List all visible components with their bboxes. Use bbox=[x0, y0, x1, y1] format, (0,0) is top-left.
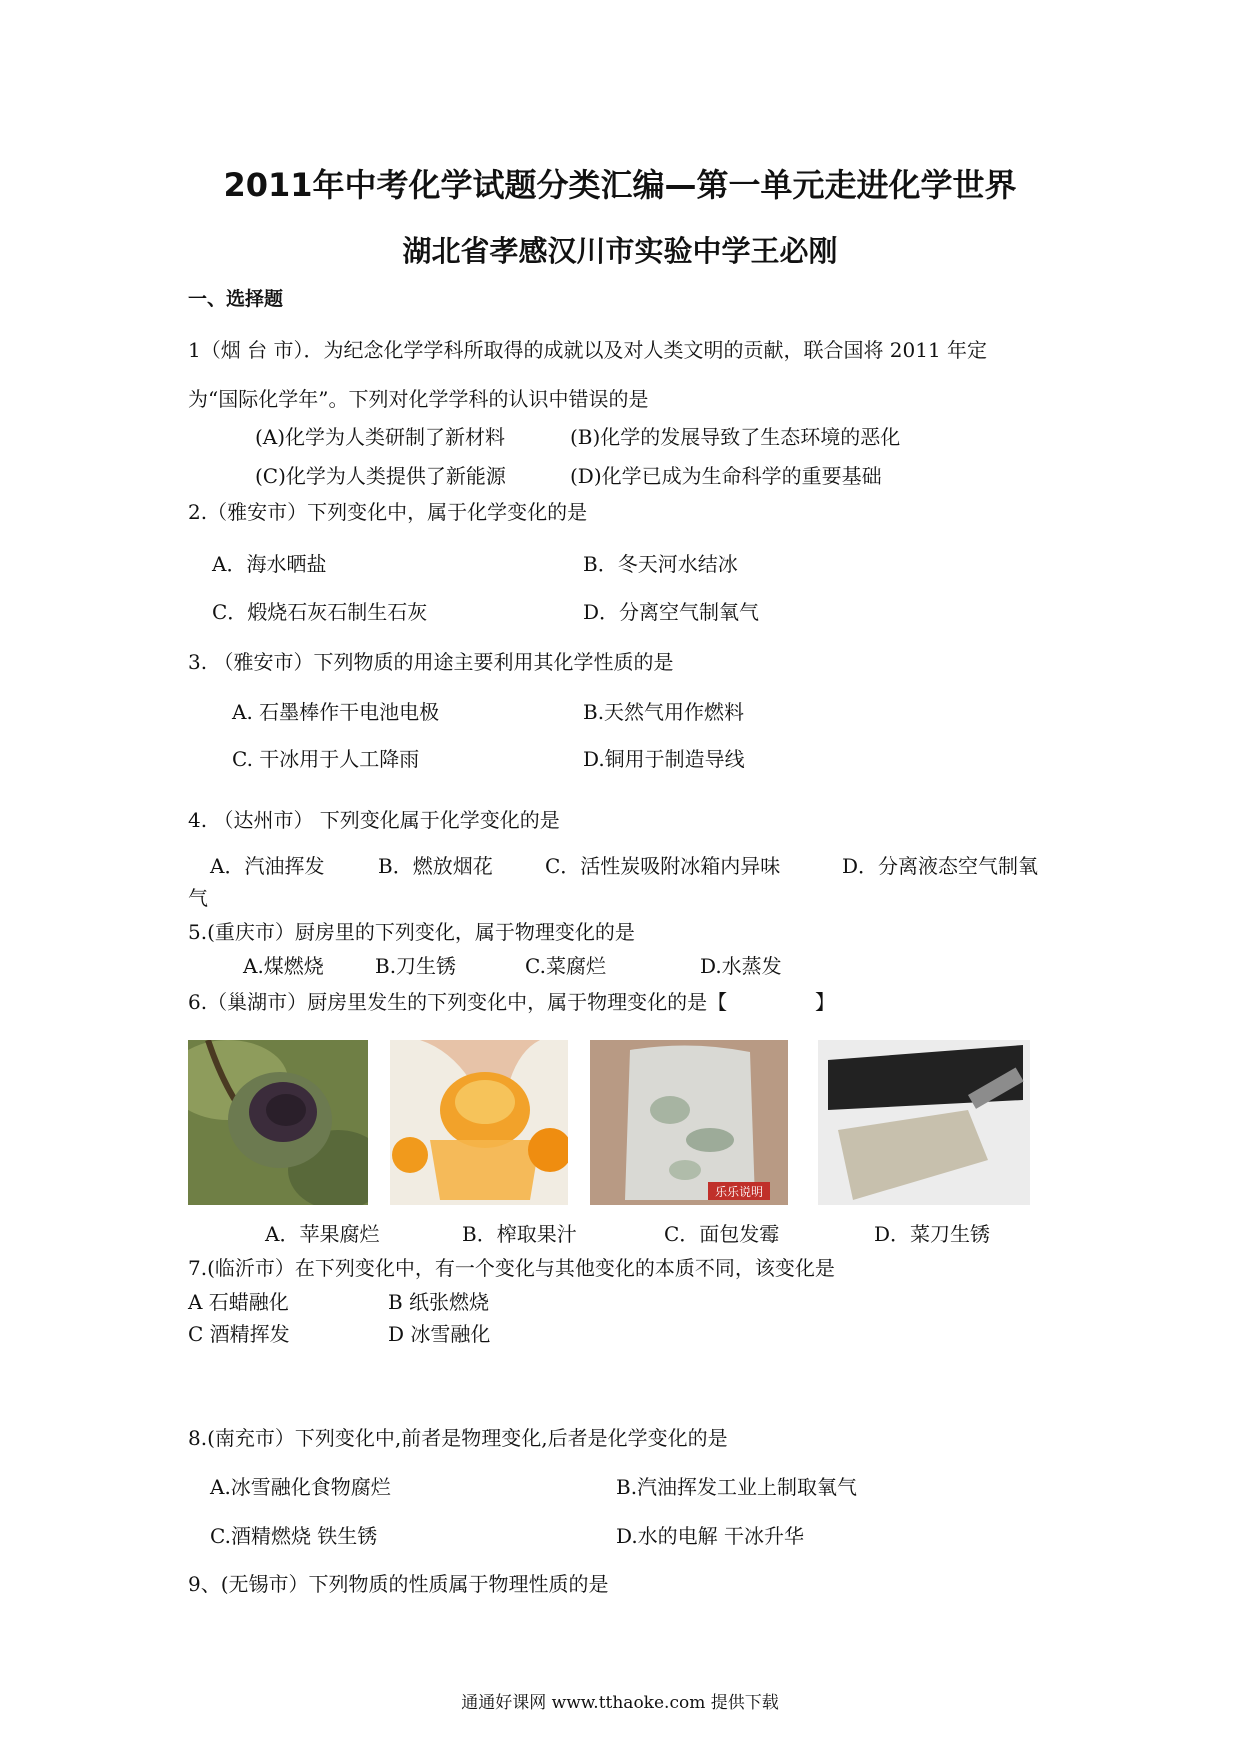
q7-stem: 7.(临沂市）在下列变化中，有一个变化与其他变化的本质不同，该变化是 bbox=[188, 1256, 835, 1280]
document-author: 湖北省孝感汉川市实验中学王必刚 bbox=[402, 234, 838, 268]
q4-option-b: B．燃放烟花 bbox=[378, 854, 493, 878]
q3-option-c: C. 干冰用于人工降雨 bbox=[232, 747, 420, 771]
q8-option-c: C.酒精燃烧 铁生锈 bbox=[210, 1524, 378, 1548]
q5-option-b: B.刀生锈 bbox=[375, 954, 457, 978]
q6-option-a: A．苹果腐烂 bbox=[265, 1222, 380, 1246]
q1-option-b: (B)化学的发展导致了生态环境的恶化 bbox=[570, 425, 901, 449]
q6-option-d: D．菜刀生锈 bbox=[874, 1222, 991, 1246]
rotten-apple-photo bbox=[188, 1040, 368, 1205]
document-title: 2011年中考化学试题分类汇编—第一单元走进化学世界 bbox=[223, 166, 1017, 204]
q2-option-a: A．海水晒盐 bbox=[212, 552, 327, 576]
moldy-bread-photo bbox=[590, 1040, 788, 1205]
q4-option-d: D．分离液态空气制氧 bbox=[842, 854, 1039, 878]
q2-stem: 2.（雅安市）下列变化中，属于化学变化的是 bbox=[188, 500, 588, 524]
juicer-photo bbox=[390, 1040, 568, 1205]
q8-stem: 8.(南充市）下列变化中,前者是物理变化,后者是化学变化的是 bbox=[188, 1426, 728, 1450]
section-heading: 一、选择题 bbox=[188, 288, 284, 310]
q4-option-a: A．汽油挥发 bbox=[210, 854, 325, 878]
q3-option-d: D.铜用于制造导线 bbox=[583, 747, 745, 771]
q1-option-c: (C)化学为人类提供了新能源 bbox=[255, 464, 506, 488]
q1-stem-line2: 为“国际化学年”。下列对化学学科的认识中错误的是 bbox=[188, 387, 649, 411]
q3-stem: 3. （雅安市）下列物质的用途主要利用其化学性质的是 bbox=[188, 650, 674, 674]
q5-option-a: A.煤燃烧 bbox=[243, 954, 324, 978]
q9-stem: 9、(无锡市）下列物质的性质属于物理性质的是 bbox=[188, 1572, 609, 1596]
q4-option-d-continued: 气 bbox=[188, 886, 208, 910]
q5-option-d: D.水蒸发 bbox=[700, 954, 782, 978]
q4-stem: 4. （达州市） 下列变化属于化学变化的是 bbox=[188, 808, 560, 832]
q8-option-a: A.冰雪融化食物腐烂 bbox=[210, 1475, 391, 1499]
q7-option-a: A 石蜡融化 bbox=[188, 1290, 289, 1314]
q4-option-c: C．活性炭吸附冰箱内异味 bbox=[545, 854, 781, 878]
q7-option-c: C 酒精挥发 bbox=[188, 1322, 290, 1346]
q2-option-c: C．煅烧石灰石制生石灰 bbox=[212, 600, 428, 624]
q7-option-b: B 纸张燃烧 bbox=[388, 1290, 490, 1314]
q7-option-d: D 冰雪融化 bbox=[388, 1322, 491, 1346]
q1-option-a: (A)化学为人类研制了新材料 bbox=[255, 425, 506, 449]
q3-option-a: A. 石墨棒作干电池电极 bbox=[232, 700, 440, 724]
page-footer: 通通好课网 www.tthaoke.com 提供下载 bbox=[461, 1693, 779, 1713]
q8-option-d: D.水的电解 干冰升华 bbox=[616, 1524, 805, 1548]
q5-option-c: C.菜腐烂 bbox=[525, 954, 606, 978]
q3-option-b: B.天然气用作燃料 bbox=[583, 700, 745, 724]
bread-photo-caption: 乐乐说明 bbox=[714, 1185, 764, 1199]
q6-option-c: C．面包发霉 bbox=[664, 1222, 780, 1246]
q2-option-d: D．分离空气制氧气 bbox=[583, 600, 760, 624]
q1-stem-line1: 1（烟 台 市）．为纪念化学学科所取得的成就以及对人类文明的贡献，联合国将 2011 年定 bbox=[188, 338, 988, 362]
q6-stem: 6.（巢湖市）厨房里发生的下列变化中，属于物理变化的是【 bbox=[188, 990, 728, 1014]
q8-option-b: B.汽油挥发工业上制取氧气 bbox=[616, 1475, 858, 1499]
rusty-knife-photo bbox=[818, 1040, 1030, 1205]
q2-option-b: B．冬天河水结冰 bbox=[583, 552, 738, 576]
q1-option-d: (D)化学已成为生命科学的重要基础 bbox=[570, 464, 882, 488]
q6-bracket-close: 】 bbox=[815, 990, 835, 1014]
q5-stem: 5.(重庆市）厨房里的下列变化，属于物理变化的是 bbox=[188, 920, 635, 944]
q6-option-b: B．榨取果汁 bbox=[462, 1222, 577, 1246]
